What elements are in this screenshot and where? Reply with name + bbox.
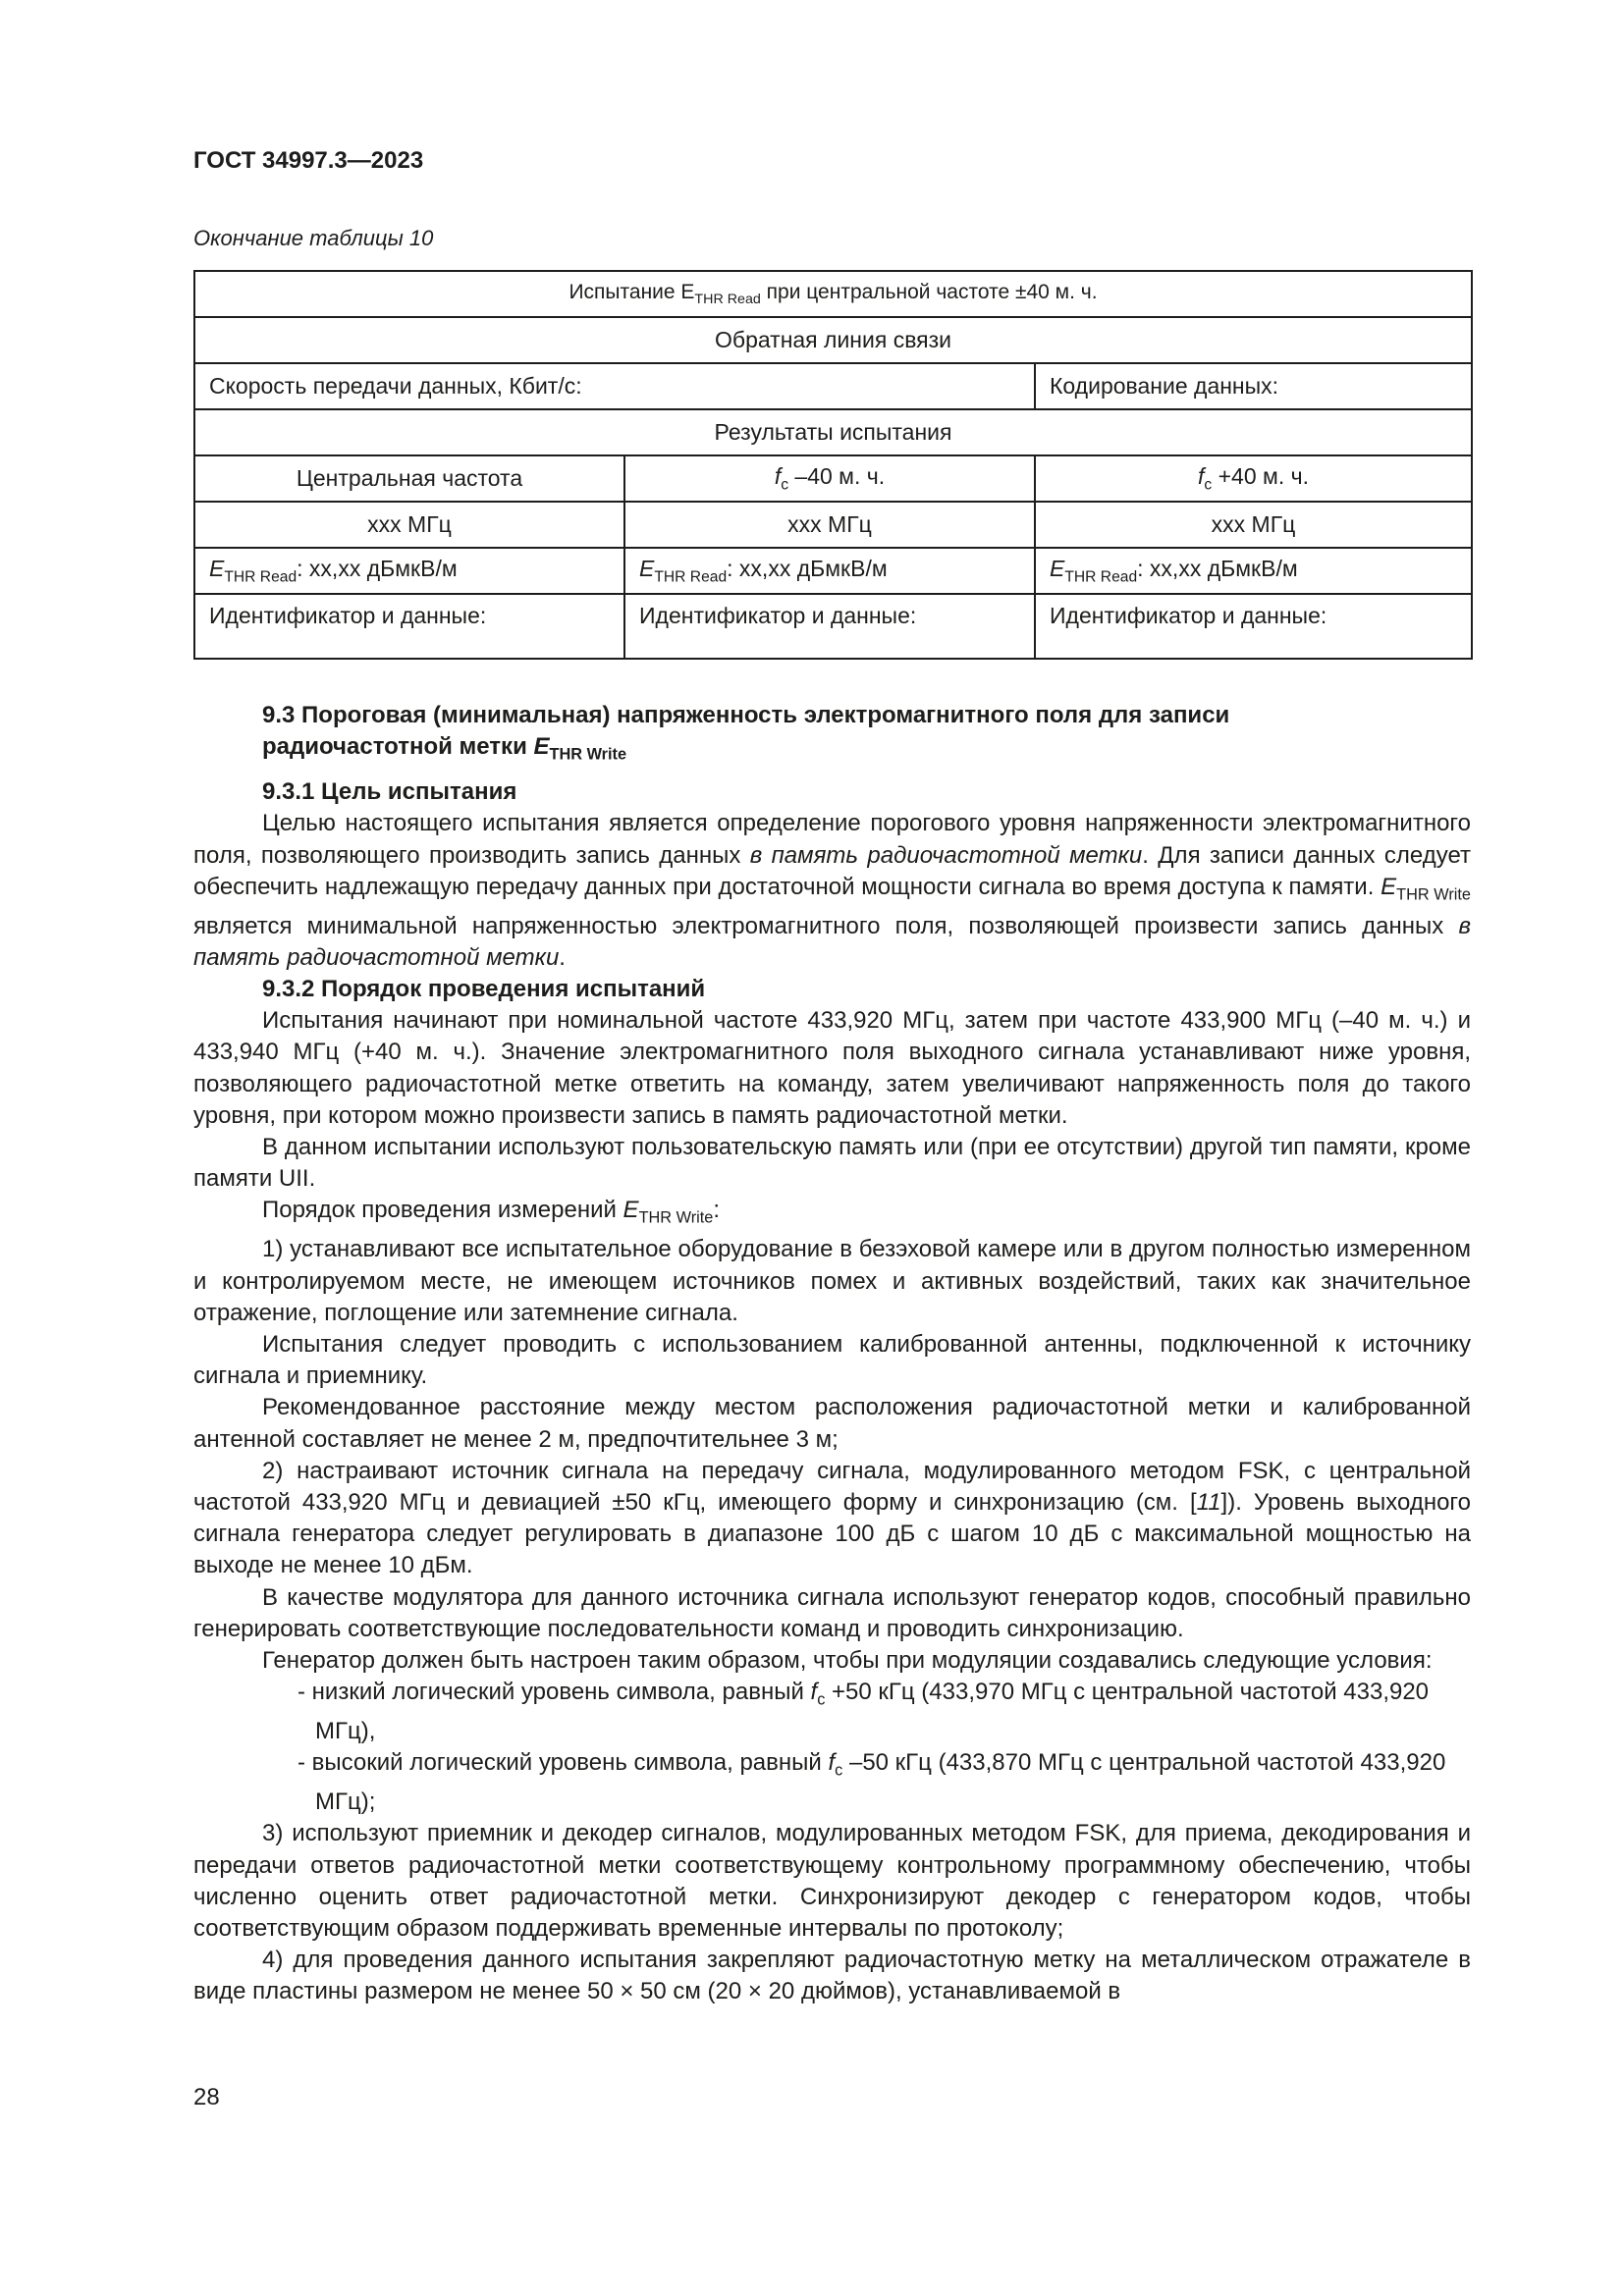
ethr-cell: $E_{THR Read}$: хх,хх дБмкВ/м [194,548,624,594]
ethr-cell: $E_{THR Read}$: хх,хх дБмкВ/м [624,548,1035,594]
mhz-cell: ххх МГц [624,502,1035,548]
results-cell: Результаты испытания [194,409,1472,455]
coding-cell: Кодирование данных: [1035,363,1472,409]
paragraph: Целью настоящего испытания является определение порогового уровня напряженности электромагнитного поля, позволяющего производить запись данных в память радиочастотной метки. Для записи данных следует обеспечить надлежащую передачу данных при достаточной мощности сигнала во время доступа к памяти. $E_{THR Write}$ является минимальной напряженностью электромагнитного поля, позволяющей произвести запись данных в память радиочастотной метки. [193,810,1471,971]
table-row [194,271,1472,317]
center-freq-header: Центральная частота [194,455,624,502]
body-text [193,700,1471,2008]
subsection-heading-9-3-2: 9.3.2 Порядок проведения испытаний [262,976,706,1003]
mhz-cell: ххх МГц [194,502,624,548]
paragraph: В данном испытании используют пользовательскую память или (при ее отсутствии) другой тип памяти, кроме памяти UII. [193,1134,1471,1193]
table-row [194,409,1472,455]
page-number: 28 [193,2084,220,2110]
ident-cell: Идентификатор и данные: [194,594,624,659]
paragraph: 1) устанавливают все испытательное оборудование в безэховой камере или в другом полностью измеренном и контролируемом месте, не имеющем источников помех и активных воздействий, таких как значительное отражение, поглощение или затемнение сигнала. [193,1236,1471,1326]
paragraph: 3) используют приемник и декодер сигналов, модулированных методом FSK, для приема, декодирования и передачи ответов радиочастотной метки соответствующему контрольному программному обеспечению, чтобы численно оценить ответ радиочастотной метки. Синхронизируют декодер с генератором кодов, чтобы соответствующим образом поддерживать временные интервалы по протоколу; [193,1820,1471,1943]
minus40-header: $f_c$ –40 м. ч. [624,455,1035,502]
table-row [194,363,1472,409]
paragraph: Рекомендованное расстояние между местом расположения радиочастотной метки и калиброванной антенной составляет не менее 2 м, предпочтительнее 3 м; [193,1394,1471,1453]
paragraph: В качестве модулятора для данного источника сигнала используют генератор кодов, способный правильно генерировать соответствующие последовательности команд и проводить синхронизацию. [193,1583,1471,1642]
table-title-cell: Испытание $E_{THR Read}$ при центральной частоте ±40 м. ч. [194,271,1472,317]
list-item: - низкий логический уровень символа, равный $f_c +50$ кГц (433,970 МГц с центральной частотой 433,920 МГц), [298,1679,1430,1745]
ident-cell: Идентификатор и данные: [624,594,1035,659]
ident-cell: Идентификатор и данные: [1035,594,1472,659]
paragraph: Генератор должен быть настроен таким образом, чтобы при модуляции создавались следующие условия: [262,1647,1433,1674]
subsection-heading-9-3-1: 9.3.1 Цель испытания [262,778,517,806]
mhz-cell: ххх МГц [1035,502,1472,548]
reverse-link-cell: Обратная линия связи [194,317,1472,363]
table-row [194,317,1472,363]
table-caption: Окончание таблицы 10 [193,226,434,250]
rate-cell: Скорость передачи данных, Кбит/с: [194,363,1035,409]
table-row [194,548,1472,594]
document-header: ГОСТ 34997.3—2023 [193,147,424,174]
section-heading-9-3: 9.3 Пороговая (минимальная) напряженность электромагнитного поля для записи радиочастотной метки $E_{THR Write}$ [262,702,1230,764]
list-item: - высокий логический уровень символа, равный $f_c$ –50 кГц (433,870 МГц с центральной частотой 433,920 МГц); [298,1749,1446,1816]
paragraph: Испытания начинают при номинальной частоте 433,920 МГц, затем при частоте 433,900 МГц (–40 м. ч.) и 433,940 МГц (+40 м. ч.). Значение электромагнитного поля выходного сигнала устанавливают ниже уровня, позволяющего радиочастотной метке ответить на команду, затем увеличивают напряженность поля до такого уровня, при котором можно произвести запись в память радиочастотной метки. [193,1007,1471,1129]
plus40-header: $f_c +40$ м. ч. [1035,455,1472,502]
table-10 [193,270,1473,660]
paragraph: Порядок проведения измерений $E_{THR Write}$: [262,1197,721,1228]
table-row [194,455,1472,502]
table-row [194,594,1472,659]
ethr-cell: $E_{THR Read}$: хх,хх дБмкВ/м [1035,548,1472,594]
table-row [194,502,1472,548]
paragraph: Испытания следует проводить с использованием калиброванной антенны, подключенной к источнику сигнала и приемнику. [193,1330,1471,1390]
paragraph: 4) для проведения данного испытания закрепляют радиочастотную метку на металлическом отражателе в виде пластины размером не менее 50 × 50 см (20 × 20 дюймов), устанавливаемой в [193,1947,1471,2005]
paragraph: 2) настраивают источник сигнала на передачу сигнала, модулированного методом FSK, с центральной частотой 433,920 МГц и девиацией ±50 кГц, имеющего форму и синхронизацию (см. [11]). Уровень выходного сигнала генератора следует регулировать в диапазоне 100 дБ с шагом 10 дБ с максимальной мощностью на выходе не менее 10 дБм. [193,1457,1472,1579]
